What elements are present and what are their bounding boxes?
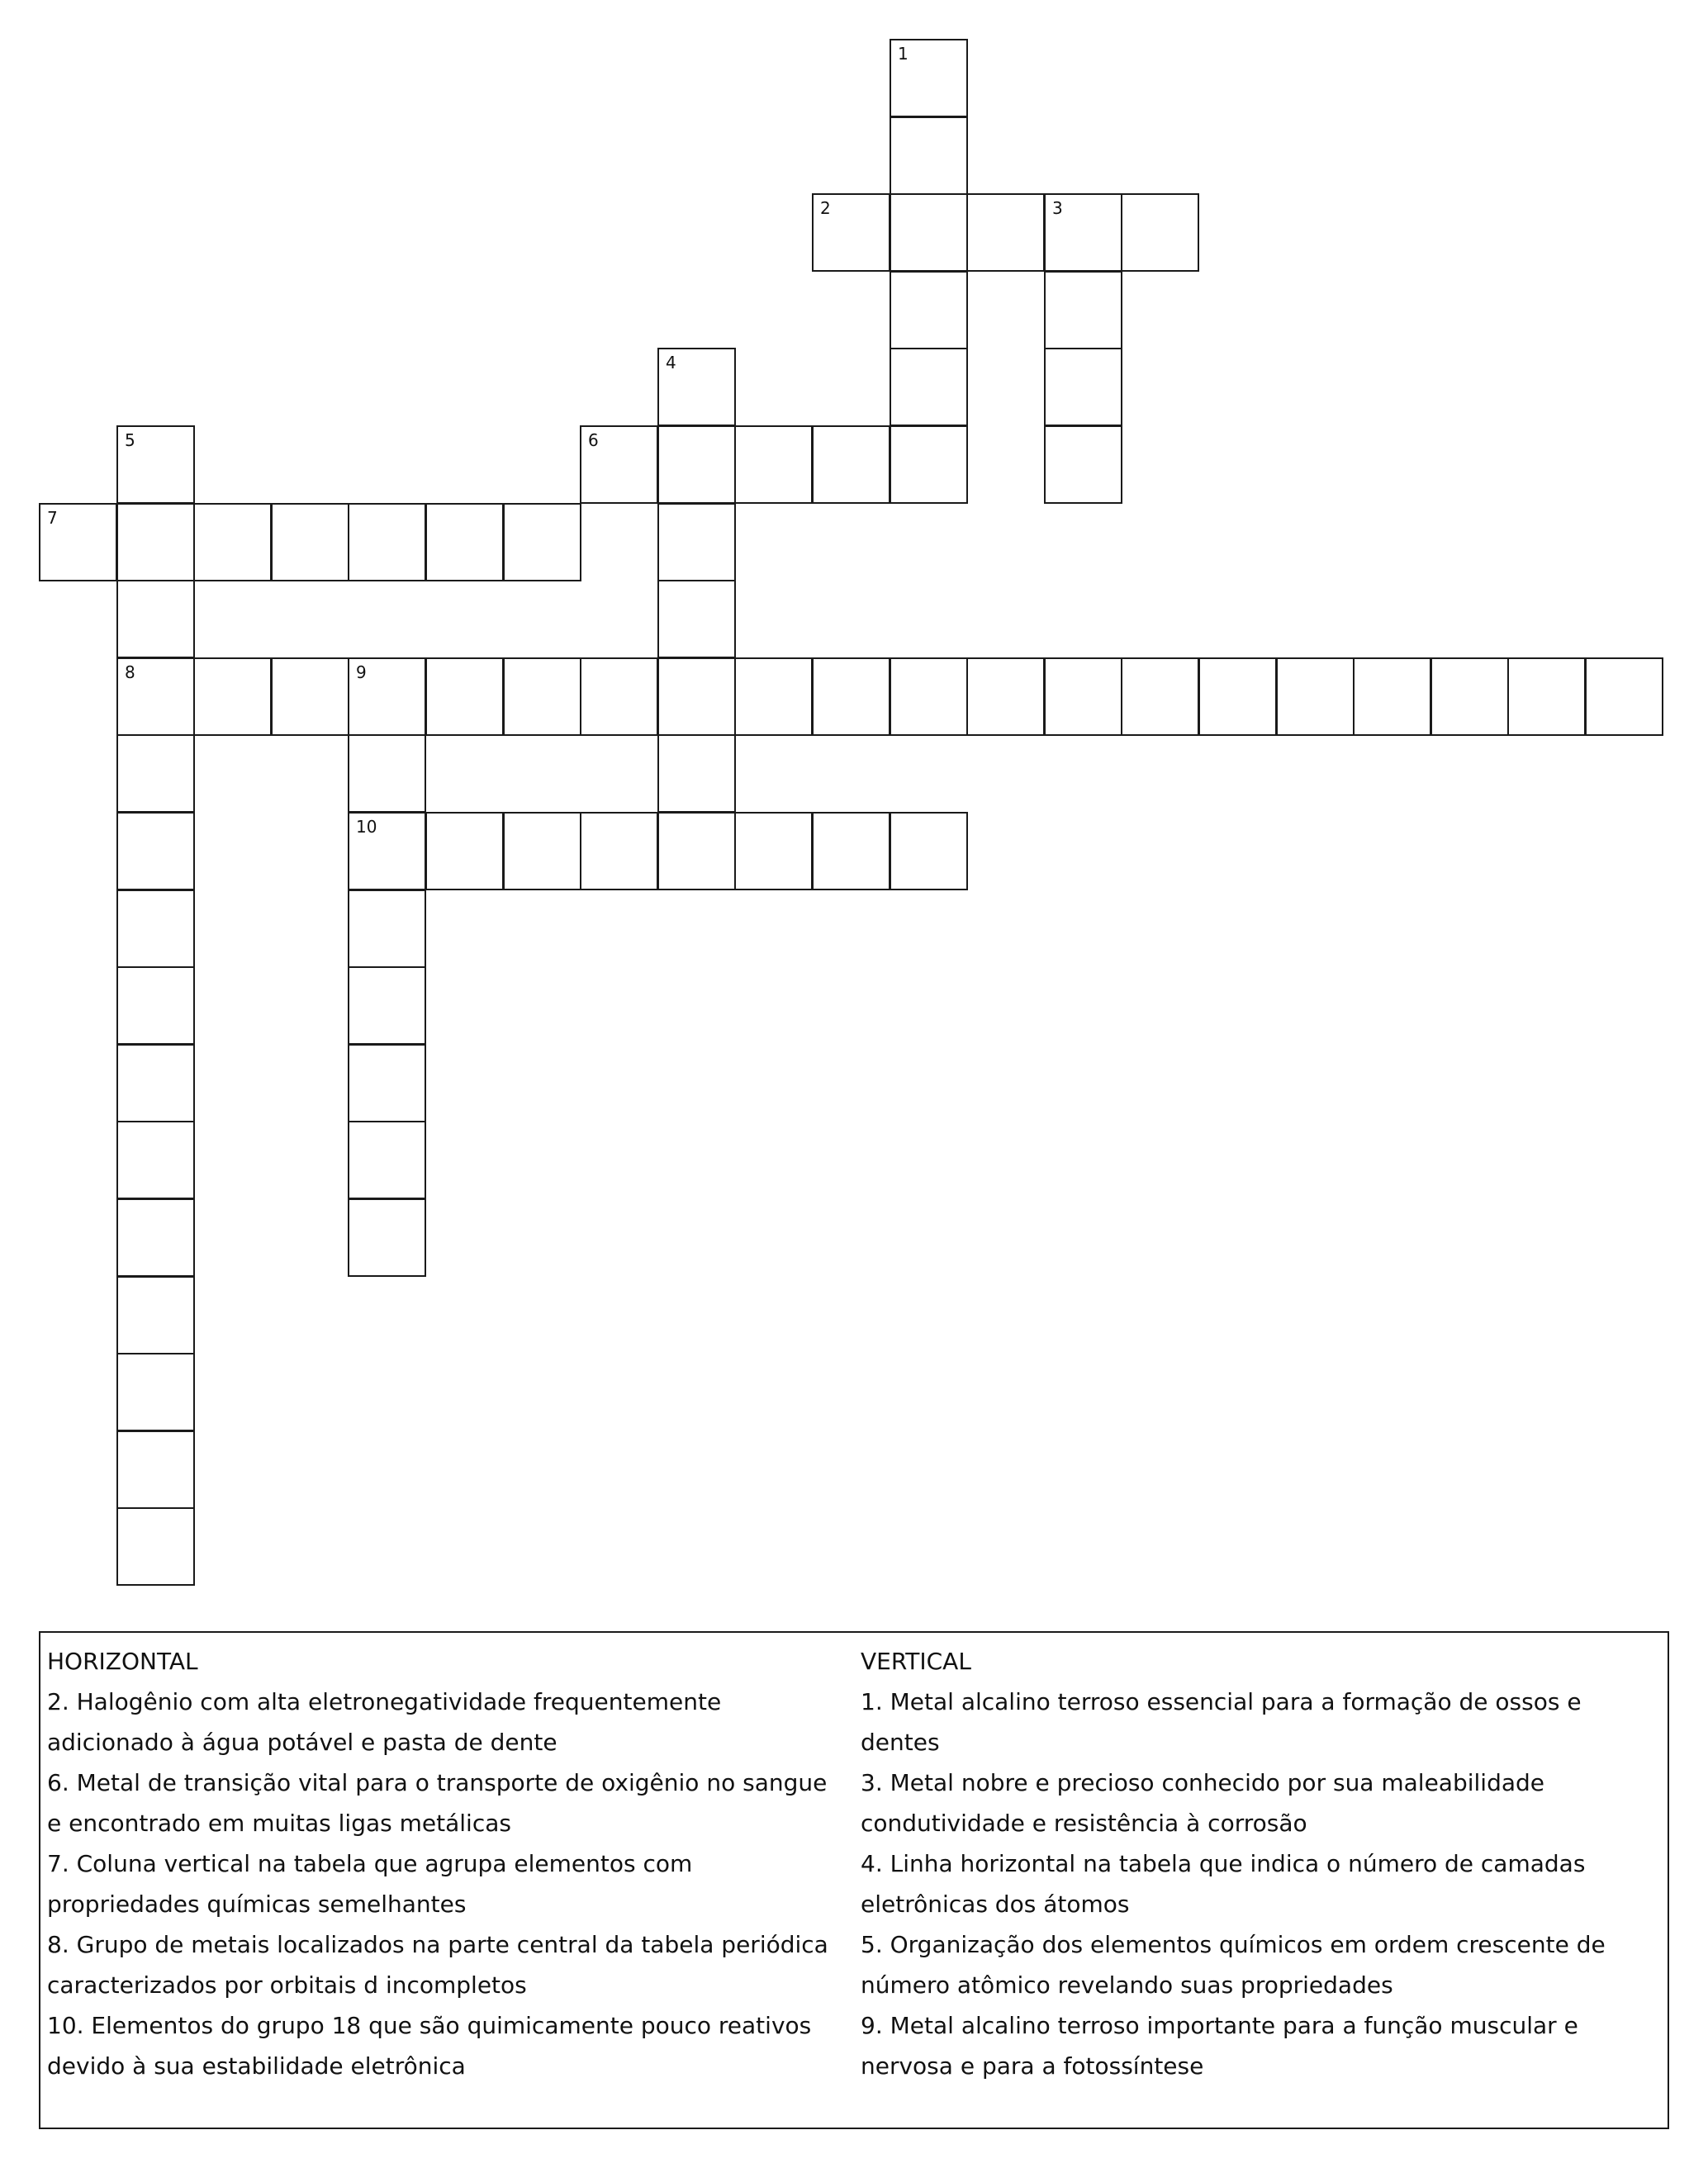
grid-cell[interactable] — [1507, 657, 1586, 736]
grid-cell[interactable] — [116, 1044, 195, 1122]
vertical-clues — [861, 1641, 1666, 2086]
grid-cell[interactable] — [116, 503, 195, 581]
grid-cell[interactable] — [812, 657, 890, 736]
grid-cell[interactable] — [116, 1430, 195, 1509]
grid-cell[interactable] — [116, 734, 195, 813]
grid-cell[interactable] — [1044, 271, 1122, 349]
clue-number: 8 — [125, 662, 135, 682]
grid-cell[interactable] — [425, 812, 504, 890]
grid-cell[interactable] — [503, 657, 581, 736]
grid-cell[interactable] — [425, 657, 504, 736]
grid-cell[interactable] — [348, 966, 426, 1045]
grid-cell[interactable] — [890, 348, 968, 426]
grid-cell[interactable] — [890, 425, 968, 504]
grid-cell[interactable] — [657, 503, 736, 581]
grid-cell[interactable] — [1044, 657, 1122, 736]
grid-cell[interactable] — [580, 425, 658, 504]
grid-cell[interactable] — [1585, 657, 1663, 736]
clue-number: 7 — [47, 508, 58, 528]
grid-cell[interactable] — [116, 1121, 195, 1199]
clue-down-9: 9. Metal alcalino terroso importante para a função muscular e nervosa e para a fotossíntese — [861, 2012, 1578, 2080]
grid-cell[interactable] — [657, 657, 736, 736]
grid-cell[interactable] — [657, 580, 736, 658]
grid-cell[interactable] — [348, 812, 426, 890]
grid-cell[interactable] — [657, 425, 736, 504]
grid-cell[interactable] — [734, 425, 813, 504]
clues-box — [39, 1631, 1669, 2129]
grid-cell[interactable] — [116, 1353, 195, 1431]
grid-cell[interactable] — [657, 812, 736, 890]
grid-cell[interactable] — [890, 271, 968, 349]
grid-cell[interactable] — [580, 812, 658, 890]
clue-across-6: 6. Metal de transição vital para o transporte de oxigênio no sangue e encontrado em muitas ligas metálicas — [47, 1769, 828, 1837]
grid-cell[interactable] — [966, 193, 1045, 272]
grid-cell[interactable] — [116, 580, 195, 658]
grid-cell[interactable] — [116, 1198, 195, 1277]
grid-cell[interactable] — [348, 657, 426, 736]
grid-cell[interactable] — [39, 503, 117, 581]
clue-number: 9 — [356, 662, 367, 682]
clue-number: 2 — [820, 198, 831, 218]
grid-cell[interactable] — [657, 734, 736, 813]
grid-cell[interactable] — [734, 812, 813, 890]
grid-cell[interactable] — [193, 657, 272, 736]
grid-cell[interactable] — [116, 812, 195, 890]
grid-cell[interactable] — [116, 966, 195, 1045]
grid-cell[interactable] — [271, 503, 349, 581]
horizontal-clues — [47, 1641, 848, 2086]
grid-cell[interactable] — [193, 503, 272, 581]
grid-cell[interactable] — [1044, 425, 1122, 504]
clue-down-4: 4. Linha horizontal na tabela que indica o número de camadas eletrônicas dos átomos — [861, 1850, 1586, 1918]
horizontal-heading: HORIZONTAL — [47, 1648, 198, 1675]
grid-cell[interactable] — [1121, 657, 1199, 736]
grid-cell[interactable] — [1276, 657, 1355, 736]
grid-cell[interactable] — [348, 1044, 426, 1122]
grid-cell[interactable] — [966, 657, 1045, 736]
clue-across-7: 7. Coluna vertical na tabela que agrupa elementos com propriedades químicas semelhantes — [47, 1850, 693, 1918]
grid-cell[interactable] — [348, 734, 426, 813]
grid-cell[interactable] — [1430, 657, 1509, 736]
grid-cell[interactable] — [271, 657, 349, 736]
grid-cell[interactable] — [116, 1276, 195, 1354]
grid-cell[interactable] — [890, 193, 968, 272]
clue-across-10: 10. Elementos do grupo 18 que são quimicamente pouco reativos devido à sua estabilidade eletrônica — [47, 2012, 812, 2080]
grid-cell[interactable] — [812, 193, 890, 272]
grid-cell[interactable] — [116, 889, 195, 968]
grid-cell[interactable] — [890, 657, 968, 736]
grid-cell[interactable] — [425, 503, 504, 581]
clue-number: 4 — [666, 353, 676, 372]
vertical-heading: VERTICAL — [861, 1648, 971, 1675]
grid-cell[interactable] — [348, 1198, 426, 1277]
grid-cell[interactable] — [1121, 193, 1199, 272]
clue-number: 1 — [898, 44, 909, 64]
grid-cell[interactable] — [503, 812, 581, 890]
clue-down-5: 5. Organização dos elementos químicos em ordem crescente de número atômico revelando suas propriedades — [861, 1931, 1606, 1999]
grid-cell[interactable] — [812, 812, 890, 890]
clue-down-3: 3. Metal nobre e precioso conhecido por sua maleabilidade condutividade e resistência à corrosão — [861, 1769, 1545, 1837]
grid-cell[interactable] — [1044, 193, 1122, 272]
grid-cell[interactable] — [657, 348, 736, 426]
clue-number: 3 — [1052, 198, 1063, 218]
clue-across-2: 2. Halogênio com alta eletronegatividade frequentemente adicionado à água potável e pasta de dente — [47, 1688, 722, 1756]
grid-cell[interactable] — [890, 116, 968, 195]
clue-number: 10 — [356, 817, 377, 837]
clue-number: 6 — [588, 430, 599, 450]
grid-cell[interactable] — [348, 1121, 426, 1199]
grid-cell[interactable] — [116, 1507, 195, 1586]
clue-down-1: 1. Metal alcalino terroso essencial para a formação de ossos e dentes — [861, 1688, 1582, 1756]
grid-cell[interactable] — [503, 503, 581, 581]
grid-cell[interactable] — [1198, 657, 1277, 736]
grid-cell[interactable] — [116, 425, 195, 504]
grid-cell[interactable] — [734, 657, 813, 736]
grid-cell[interactable] — [1353, 657, 1431, 736]
grid-cell[interactable] — [580, 657, 658, 736]
clue-number: 5 — [125, 430, 135, 450]
grid-cell[interactable] — [116, 657, 195, 736]
grid-cell[interactable] — [812, 425, 890, 504]
clue-across-8: 8. Grupo de metais localizados na parte central da tabela periódica caracterizados por orbitais d incompletos — [47, 1931, 828, 1999]
grid-cell[interactable] — [890, 812, 968, 890]
grid-cell[interactable] — [348, 503, 426, 581]
grid-cell[interactable] — [1044, 348, 1122, 426]
grid-cell[interactable] — [348, 889, 426, 968]
grid-cell[interactable] — [890, 39, 968, 117]
